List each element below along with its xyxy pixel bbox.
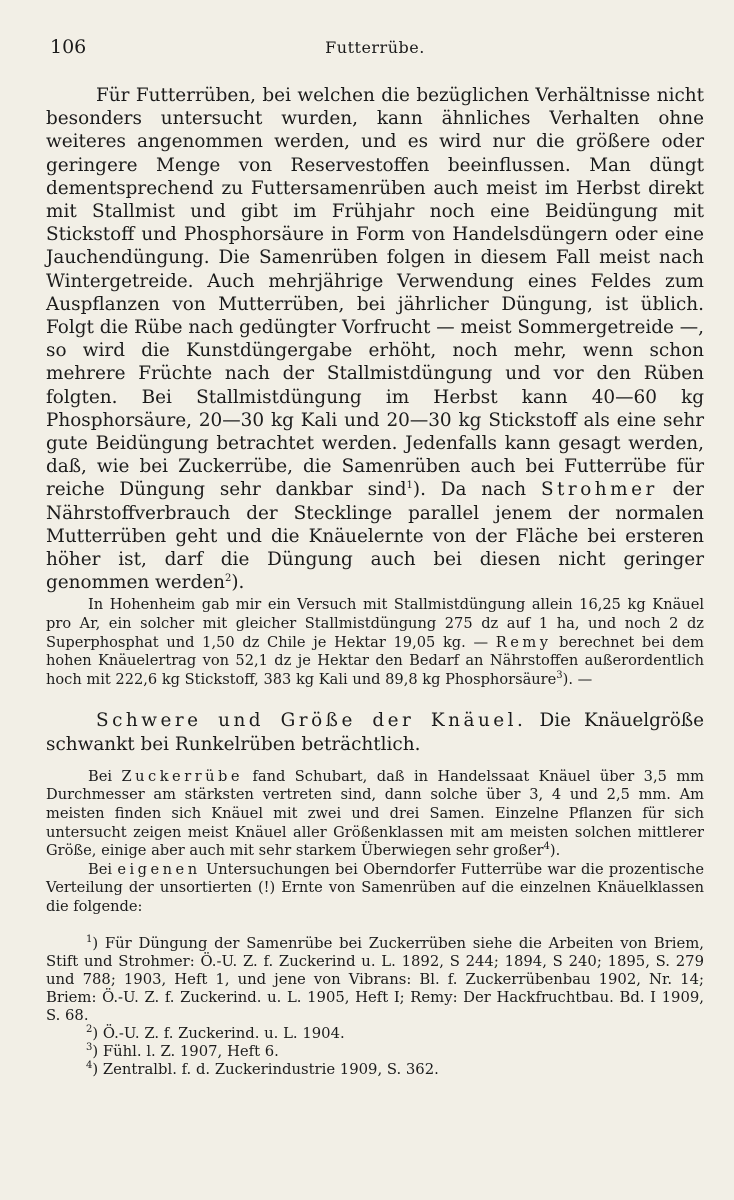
note-text-1: In Hohenheim gab mir ein Versuch mit Stallmistdüngung allein 16,25 kg Knäuel pro Ar, ein solcher mit gleicher Stallmistdüngung 275 dz auf 1 ha, und noch 2 dz Superphosphat und 1,50 dz Chile je Hektar 19,05 kg. —: [46, 596, 704, 651]
main-text-4: ).: [231, 572, 245, 594]
footnote-ref-4: 4: [543, 841, 550, 853]
book-page: [46, 36, 704, 1079]
note-paragraph: [46, 596, 704, 689]
sub2-text-a: Bei: [88, 860, 118, 878]
section-paragraph: [46, 709, 704, 755]
sub1-text-c: ).: [549, 842, 561, 860]
footnote-4: [46, 1061, 704, 1079]
footnotes: [46, 935, 704, 1079]
sub1-text-b: fand Schubart, daß in Handelssaat Knäuel über 3,5 mm Durchmesser am stärksten vertreten sind, dann solche über 3, 4 und 2,5 mm. Am meisten finden sich Knäuel mit zwei und drei Samen. Einzelne Pflanzen für sich untersucht zeigen meist Knäuel aller Größenklassen mit am meisten solchen mittlerer Größe, einige aber auch mit sehr starkem Überwiegen sehr großer: [46, 767, 705, 860]
main-paragraph: [46, 84, 704, 594]
main-text-2: ). Da nach: [412, 479, 541, 501]
section-heading: Schwere und Größe der Knäuel.: [96, 710, 527, 732]
footnote-1: [46, 935, 704, 1025]
footnote-3: [46, 1043, 704, 1061]
term-zuckerrube: Zuckerrübe: [121, 767, 244, 785]
footnote-mark: 1: [86, 933, 93, 945]
footnote-text: ) Für Düngung der Samenrübe bei Zuckerrüben siehe die Arbeiten von Briem, Stift und Strohmer: Ö.-U. Z. f. Zuckerind u. L. 1892, S 244; 1894, S 240; 1895, S. 279 und 788; 1903, Heft 1, und jene von Vibrans: Bl. f. Zuckerrübenbau 1902, Nr. 14; Briem: Ö.-U. Z. f. Zuckerind. u. L. 1905, Heft I; Remy: Der Hackfruchtbau. Bd. I 1909, S. 68.: [46, 934, 704, 1024]
main-text-1: Für Futterrüben, bei welchen die bezüglichen Verhältnisse nicht besonders untersucht wurden, kann ähnliches Verhalten ohne weiteres angenommen werden, und es wird nur die größere oder geringere Menge von Reservestoffen beeinflussen. Man düngt dementsprechend zu Futtersamenrüben auch meist im Herbst direkt mit Stallmist und gibt im Frühjahr noch eine Beidüngung mit Stickstoff und Phosphorsäure in Form von Handelsdüngern oder eine Jauchendüngung. Die Samenrüben folgen in diesem Fall meist nach Wintergetreide. Auch mehrjährige Verwendung eines Feldes zum Auspflanzen von Mutterrüben, bei jährlicher Düngung, ist üblich. Folgt die Rübe nach gedüngter Vorfrucht — meist Sommergetreide —, so wird die Kunstdüngergabe erhöht, noch mehr, wenn schon mehrere Früchte nach der Stallmistdüngung und vor den Rüben folgten. Bei Stallmistdüngung im Herbst kann 40—60 kg Phosphorsäure, 20—30 kg Kali und 20—30 kg Stickstoff als eine sehr gute Beidüngung betrachtet werden. Jedenfalls kann gesagt werden, daß, wie bei Zuckerrübe, die Samenrüben auch bei Futterrübe für reiche Düngung sehr dankbar sind: [46, 85, 704, 501]
term-eigenen: eigenen: [117, 860, 201, 878]
sub1-text-a: Bei: [88, 767, 122, 785]
author-remy: Remy: [495, 633, 552, 651]
page-header: [46, 36, 704, 66]
page-number: 106: [50, 36, 87, 58]
running-title: Futterrübe.: [325, 38, 425, 57]
main-text-3: der Nährstoffverbrauch der Stecklinge parallel jenem der normalen Mutterrüben geht und die Knäuelernte von der Fläche bei ersteren höher ist, darf die Düngung auch bei diesen nicht geringer genommen werden: [46, 479, 704, 594]
sub-paragraph-1: [46, 768, 704, 861]
author-strohmer: Strohmer: [540, 479, 658, 501]
sub2-text-b: Untersuchungen bei Oberndorfer Futterrübe war die prozentische Verteilung der unsortierten (!) Ernte von Samenrüben auf die einzelnen Knäuelklassen die folgende:: [46, 860, 704, 915]
footnote-mark: 3: [86, 1041, 93, 1053]
footnote-text: ) Fühl. l. Z. 1907, Heft 6.: [92, 1042, 279, 1060]
footnote-mark: 4: [86, 1059, 93, 1071]
footnote-text: ) Ö.-U. Z. f. Zuckerind. u. L. 1904.: [92, 1024, 345, 1042]
footnote-ref-2: 2: [224, 573, 232, 585]
footnote-ref-3: 3: [556, 669, 563, 681]
section-text: Die Knäuelgröße schwankt bei Runkelrüben beträchtlich.: [46, 710, 704, 755]
footnote-ref-1: 1: [406, 480, 413, 492]
sub-paragraph-2: [46, 861, 704, 917]
footnote-2: [46, 1025, 704, 1043]
footnote-text: ) Zentralbl. f. d. Zuckerindustrie 1909, S. 362.: [92, 1060, 439, 1078]
footnote-mark: 2: [86, 1023, 93, 1035]
note-text-2: berechnet bei dem hohen Knäuelertrag von 52,1 dz je Hektar den Bedarf an Nährstoffen außerordentlich hoch mit 222,6 kg Stickstoff, 383 kg Kali und 89,8 kg Phosphorsäure: [46, 633, 705, 688]
note-text-3: ). —: [562, 670, 593, 688]
